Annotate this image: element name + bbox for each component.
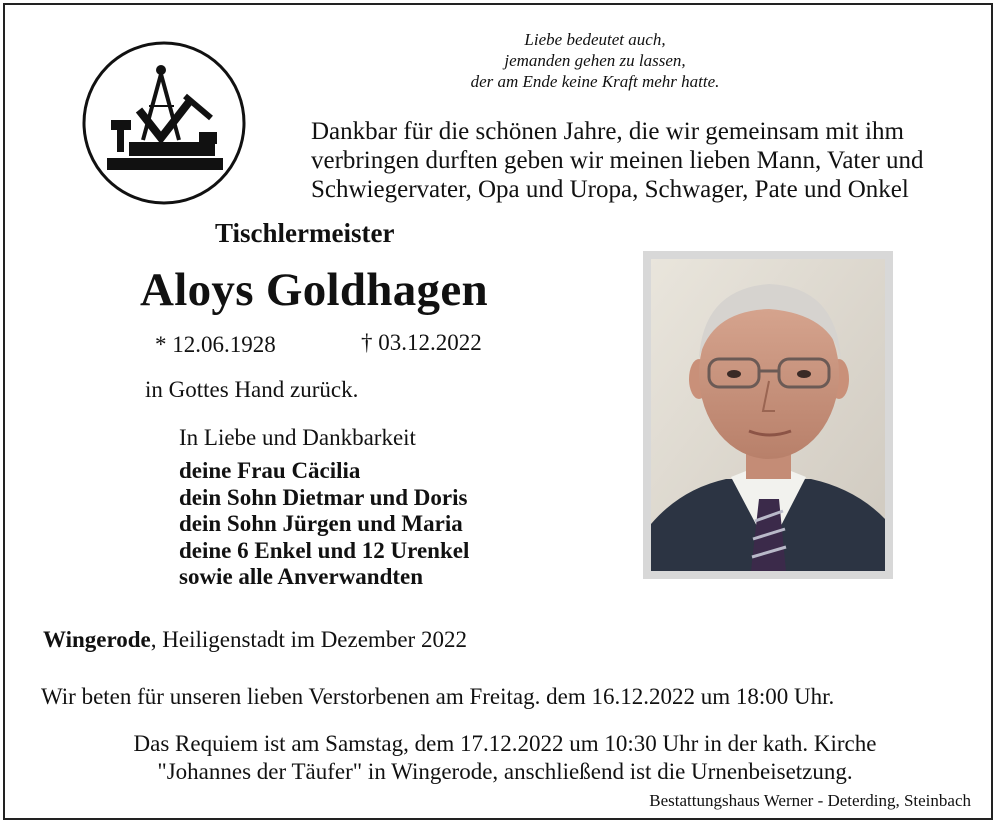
family-member: sowie alle Anverwandten xyxy=(179,564,424,589)
family-member: deine 6 Enkel und 12 Urenkel xyxy=(179,537,470,563)
family-member: dein Sohn Dietmar und Doris xyxy=(179,484,468,510)
death-date: † 03.12.2022 xyxy=(361,330,482,355)
intro-line: Schwiegervater, Opa und Uropa, Schwager, Pate und Onkel xyxy=(311,176,909,203)
portrait-photo xyxy=(651,259,885,571)
family-member: dein Sohn Jürgen und Maria xyxy=(179,511,463,536)
birth-date: * 12.06.1928 xyxy=(155,332,276,357)
prayer-notice: Wir beten für unseren lieben Verstorbenen am Freitag. dem 16.12.2022 um 18:00 Uhr. xyxy=(41,684,835,709)
requiem-notice xyxy=(35,730,975,786)
intro-line: Dankbar für die schönen Jahre, die wir gemeinsam mit ihm xyxy=(311,118,904,145)
requiem-line: Das Requiem ist am Samstag, dem 17.12.2022 um 10:30 Uhr in der kath. Kirche xyxy=(133,731,877,756)
family-list xyxy=(179,458,469,591)
obituary-notice xyxy=(3,3,993,820)
intro-line: verbringen durften geben wir meinen lieben Mann, Vater und xyxy=(311,147,924,174)
return-text: in Gottes Hand zurück. xyxy=(145,377,359,402)
portrait-frame xyxy=(643,251,893,579)
place-name: Wingerode xyxy=(43,627,151,652)
poem-line: der am Ende keine Kraft mehr hatte. xyxy=(470,72,720,91)
undertaker-credit: Bestattungshaus Werner - Deterding, Steinbach xyxy=(649,791,971,810)
place-date-line xyxy=(43,627,467,653)
poem xyxy=(385,29,805,92)
poem-line: Liebe bedeutet auch, xyxy=(524,30,666,49)
family-member: deine Frau Cäcilia xyxy=(179,458,361,483)
poem-line: jemanden gehen zu lassen, xyxy=(504,51,686,70)
profession-title: Tischlermeister xyxy=(215,218,395,248)
place-date: , Heiligenstadt im Dezember 2022 xyxy=(150,627,467,652)
love-text: In Liebe und Dankbarkeit xyxy=(179,425,416,450)
requiem-line: "Johannes der Täufer" in Wingerode, anschließend ist die Urnenbeisetzung. xyxy=(157,759,853,784)
intro-text xyxy=(311,117,924,204)
deceased-name: Aloys Goldhagen xyxy=(140,264,488,316)
carpenter-emblem-icon xyxy=(81,40,247,206)
